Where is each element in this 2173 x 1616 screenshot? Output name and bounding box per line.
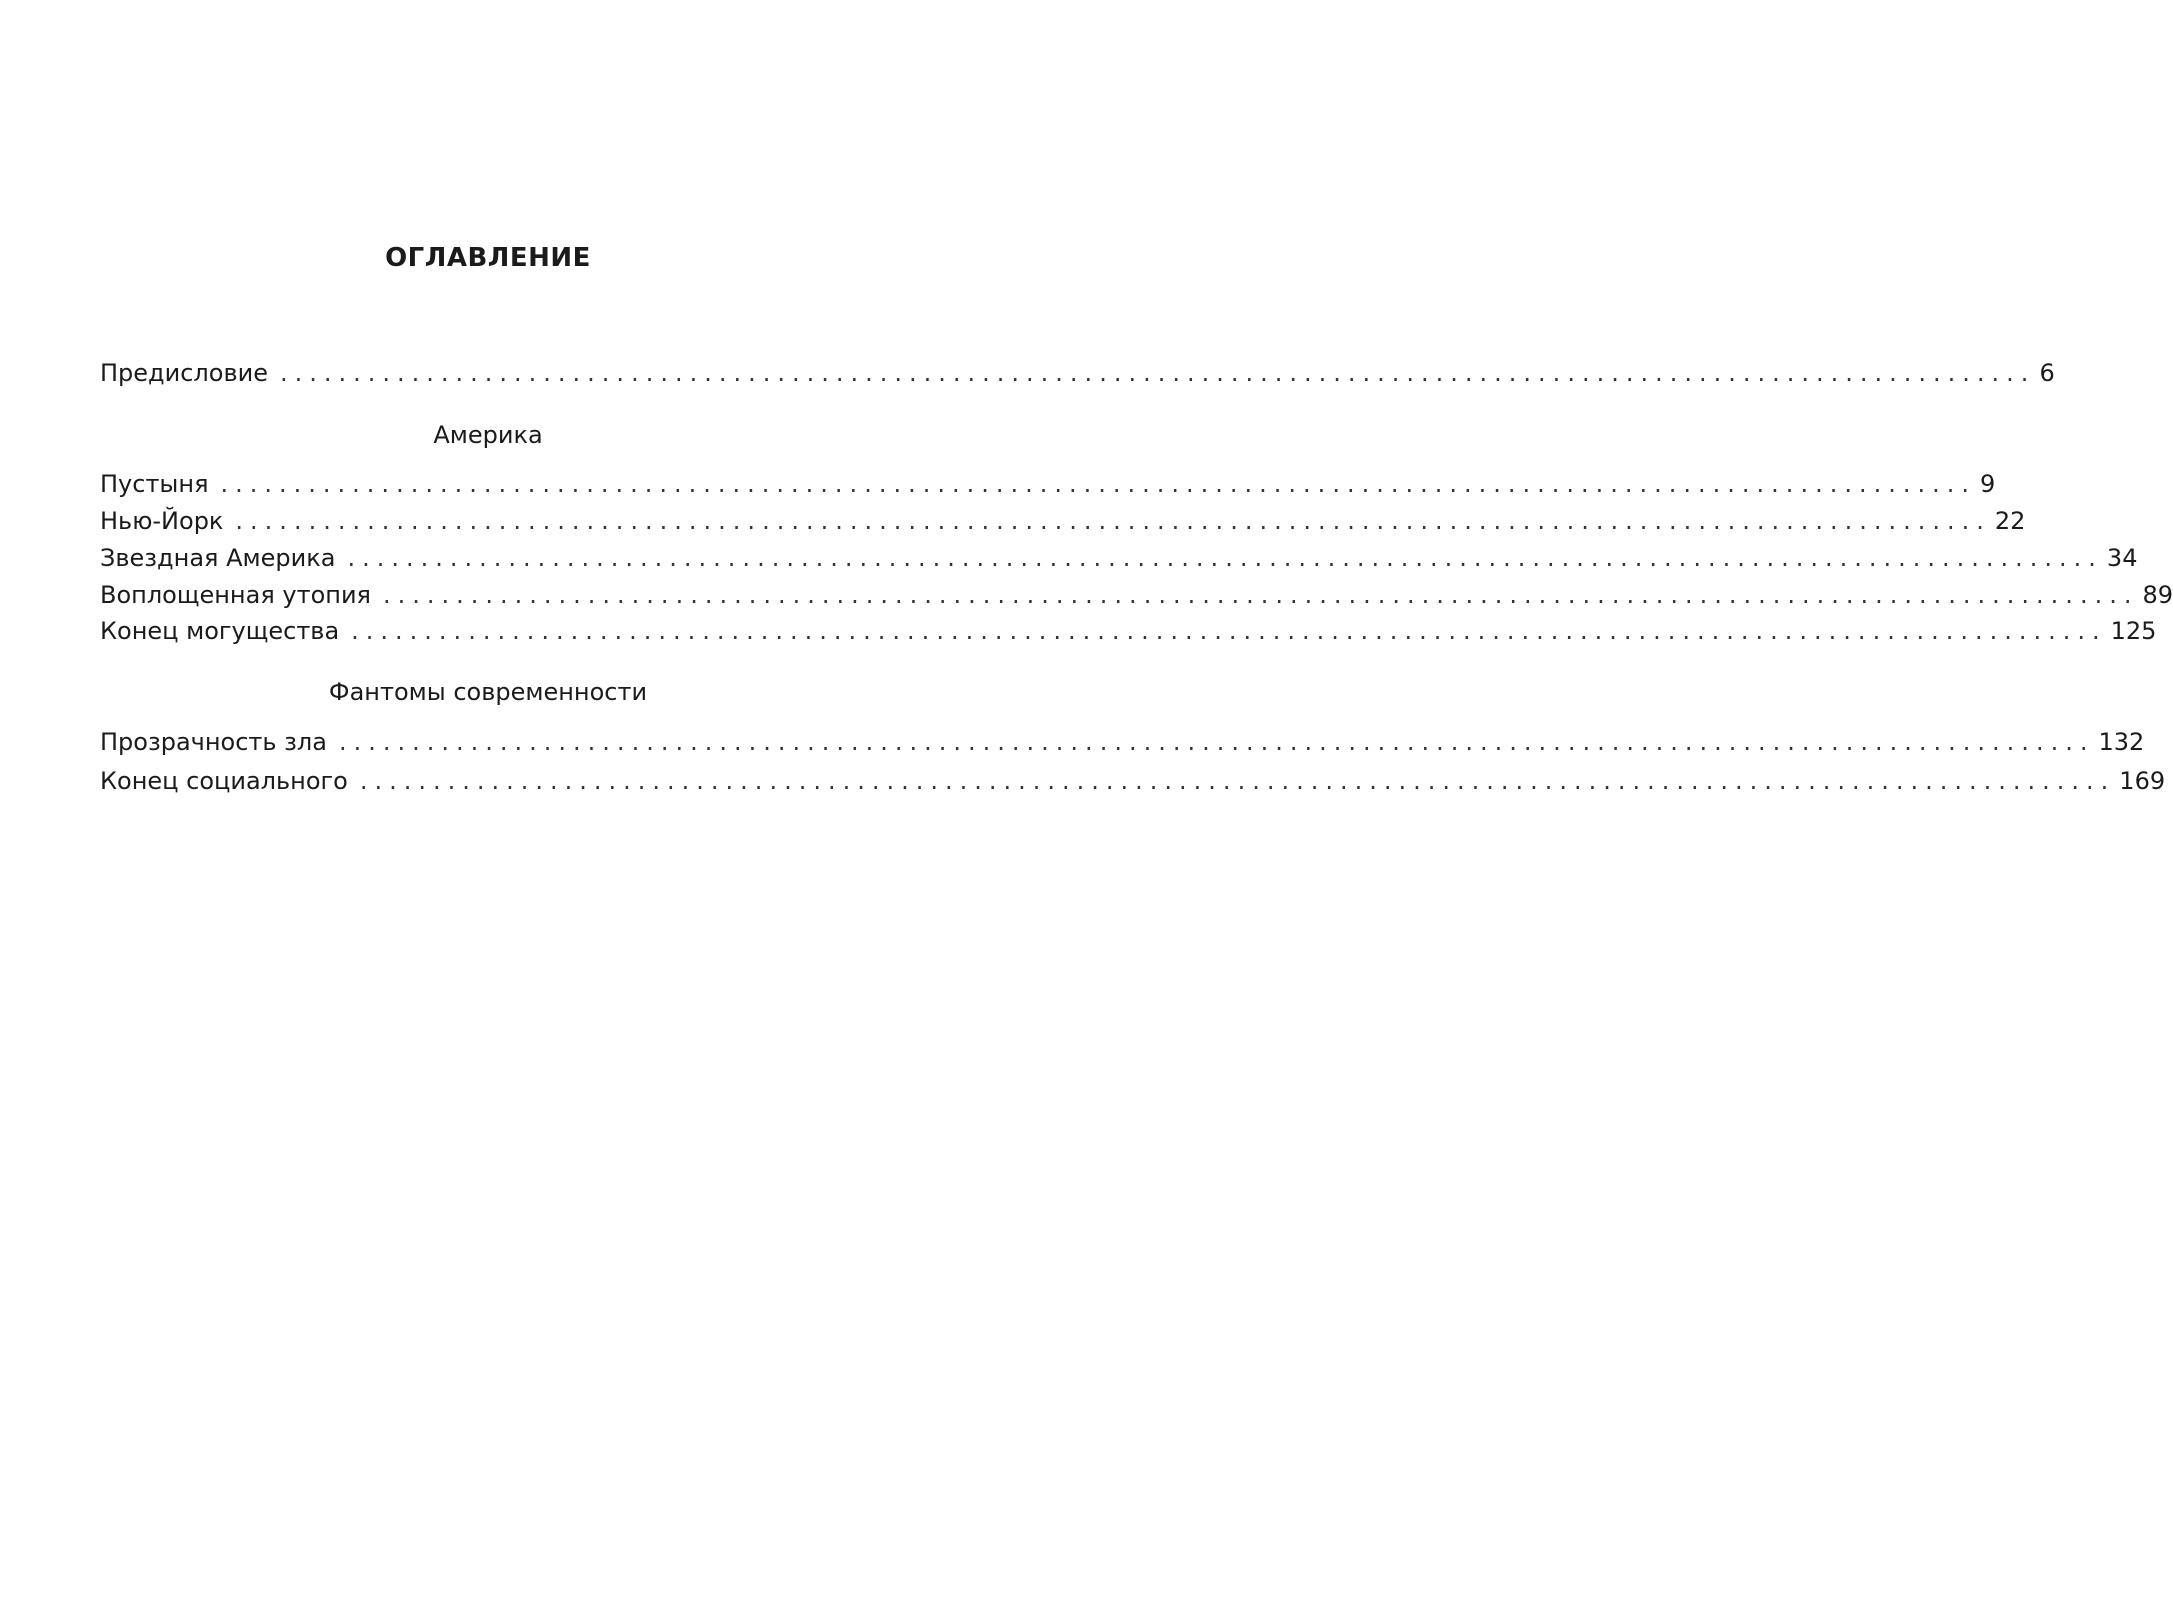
toc-entry <box>100 541 2138 575</box>
toc-entry <box>100 764 2166 798</box>
dot-leader: ........................................................................................................................ <box>220 470 1976 498</box>
dot-leader: ........................................................................................................................ <box>382 581 2139 609</box>
toc-entry-preface <box>100 356 2055 390</box>
toc-entry <box>100 725 2145 759</box>
dot-leader: ........................................................................................................................ <box>338 728 2095 756</box>
toc-entry-page-number: 132 <box>2098 728 2145 756</box>
toc-entry-title: Предисловие <box>100 359 268 387</box>
toc-entry-title: Пустыня <box>100 470 209 498</box>
toc-entry-title: Воплощенная утопия <box>100 581 371 609</box>
toc-entry <box>100 504 2026 538</box>
toc-entry-title: Прозрачность зла <box>100 728 327 756</box>
dot-leader: ........................................................................................................................ <box>279 359 2036 387</box>
section-heading-america: Америка <box>433 421 543 449</box>
dot-leader: ........................................................................................................................ <box>347 544 2103 572</box>
section-heading-phantoms: Фантомы современности <box>328 678 648 706</box>
toc-entry-page-number: 22 <box>1994 507 2026 535</box>
dot-leader: ........................................................................................................................ <box>235 507 1991 535</box>
toc-entry <box>100 578 2173 612</box>
dot-leader: ........................................................................................................................ <box>351 617 2107 645</box>
toc-entry-title: Нью-Йорк <box>100 507 224 535</box>
toc-entry-title: Звездная Америка <box>100 544 336 572</box>
toc-entry <box>100 614 2157 648</box>
toc-entry-page-number: 89 <box>2142 581 2173 609</box>
page-title: ОГЛАВЛЕНИЕ <box>385 243 591 273</box>
toc-entry-title: Конец могущества <box>100 617 340 645</box>
toc-entry-page-number: 9 <box>1979 470 1996 498</box>
toc-entry-page-number: 125 <box>2110 617 2157 645</box>
toc-entry-page-number: 34 <box>2106 544 2138 572</box>
toc-entry <box>100 467 1996 501</box>
toc-entry-page-number: 169 <box>2119 767 2166 795</box>
dot-leader: ........................................................................................................................ <box>359 767 2116 795</box>
toc-entry-page-number: 6 <box>2039 359 2055 387</box>
toc-entry-title: Конец социального <box>100 767 348 795</box>
